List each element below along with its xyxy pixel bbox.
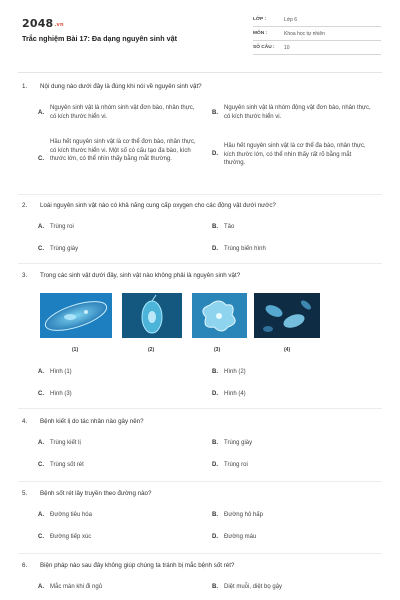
question-text: 4. Bệnh kiết lị do tác nhân nào gây nên?	[22, 418, 144, 425]
meta-row-count	[253, 41, 381, 55]
organism-image-3	[192, 293, 247, 338]
meta-label: SỐ CÂU :	[253, 45, 275, 50]
organism-image-2	[122, 293, 182, 338]
organism-image-1	[40, 293, 112, 338]
meta-value: Lớp 6	[284, 17, 298, 23]
meta-row-subject	[253, 27, 381, 41]
header	[0, 0, 400, 66]
organism-image-4	[254, 293, 320, 338]
question-text: 1. Nội dung nào dưới đây là đúng khi nói về nguyên sinh vật?	[22, 83, 202, 90]
image-caption: (1)	[72, 347, 79, 353]
meta-label: LỚP :	[253, 17, 267, 22]
image-caption: (4)	[284, 347, 291, 353]
meta-label: MÔN :	[253, 31, 268, 36]
question-text: 3. Trong các sinh vật dưới đây, sinh vật nào không phải là nguyên sinh vật?	[22, 272, 241, 279]
image-caption: (3)	[214, 347, 221, 353]
question-separator	[18, 481, 382, 482]
page-title: Trắc nghiệm Bài 17: Đa dạng nguyên sinh vật	[22, 34, 177, 43]
meta-table	[253, 13, 381, 55]
question-separator	[18, 408, 382, 409]
question-text: 5. Bệnh sốt rét lây truyền theo đường nào?	[22, 490, 152, 497]
question-text: 6. Biện pháp nào sau đây không giúp chúng ta tránh bị mắc bệnh sốt rét?	[22, 562, 235, 569]
header-divider	[18, 72, 382, 73]
question-text: 2. Loài nguyên sinh vật nào có khả năng cung cấp oxygen cho các động vật dưới nước?	[22, 202, 276, 209]
meta-row-grade	[253, 13, 381, 27]
question-separator	[18, 194, 382, 195]
meta-value: Khoa học tự nhiên	[284, 31, 325, 37]
question-separator	[18, 553, 382, 554]
meta-value: 10	[284, 45, 290, 51]
image-caption: (2)	[148, 347, 155, 353]
question-separator	[18, 263, 382, 264]
site-logo[interactable]: 2048.vn	[22, 17, 64, 30]
